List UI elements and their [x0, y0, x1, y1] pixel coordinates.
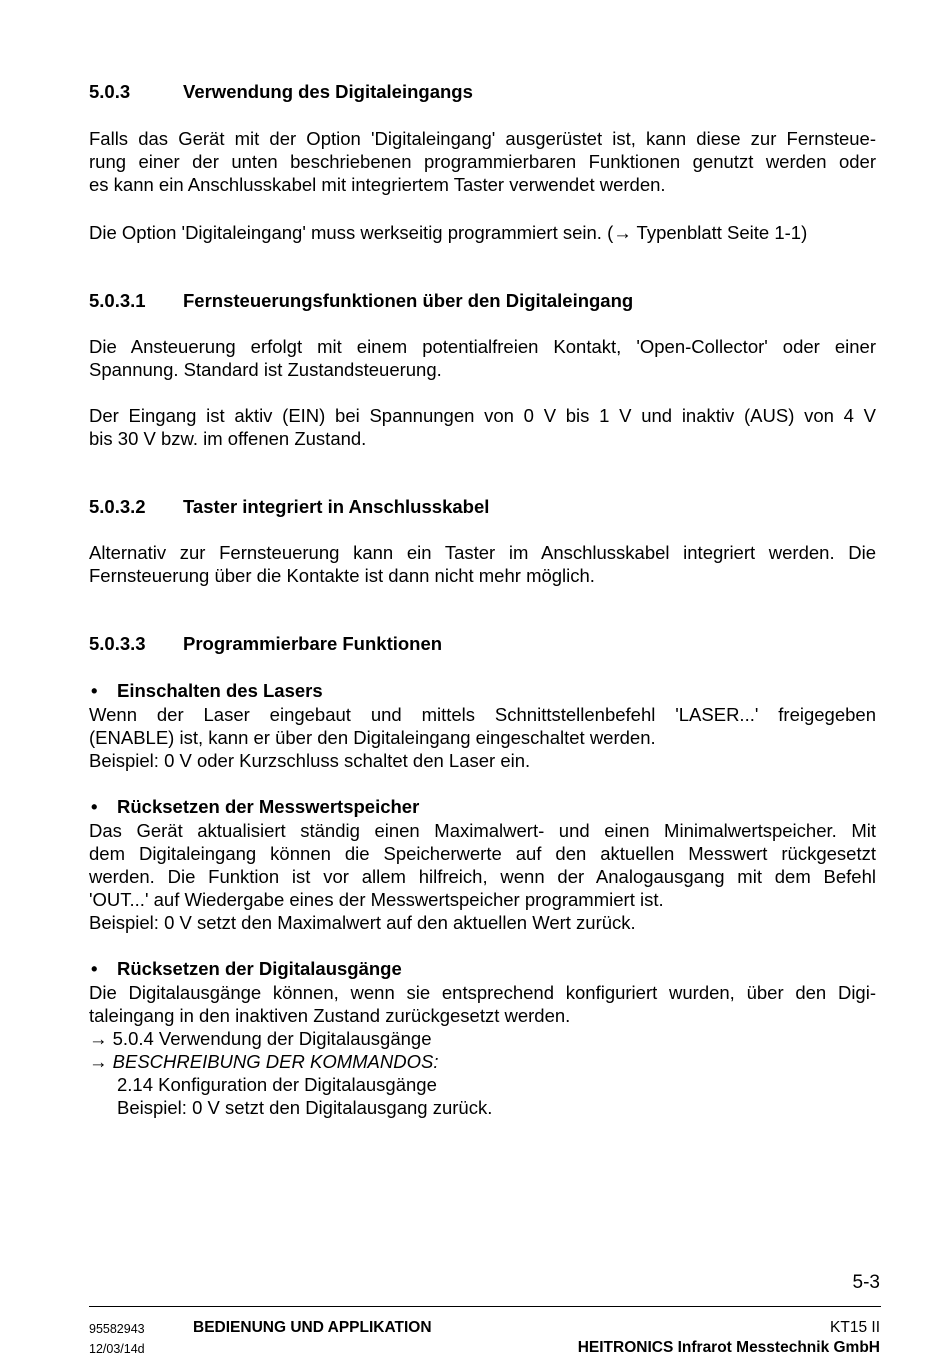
section-number: 5.0.3.3	[89, 633, 146, 654]
reference-subtext: 2.14 Konfiguration der Digitalausgänge	[117, 1074, 437, 1095]
footer-model: KT15 II	[830, 1319, 880, 1336]
bullet-heading-digitalausgaenge	[89, 958, 402, 980]
paragraph	[89, 404, 876, 450]
text-line: Wenn der Laser eingebaut und mittels Schnittstellenbefehl 'LASER...' freigegeben	[89, 704, 876, 725]
section-number: 5.0.3	[89, 81, 131, 102]
footer-divider	[89, 1306, 881, 1307]
footer-date: 12/03/14d	[89, 1342, 145, 1356]
text-line: es kann ein Anschlusskabel mit integriertem Taster verwendet werden.	[89, 174, 666, 195]
section-number: 5.0.3.1	[89, 290, 146, 311]
section-title: Taster integriert in Anschlusskabel	[183, 496, 490, 517]
text-line: Alternativ zur Fernsteuerung kann ein Taster im Anschlusskabel integriert werden. Die	[89, 542, 876, 563]
paragraph	[89, 335, 876, 381]
section-title: Programmierbare Funktionen	[183, 633, 443, 654]
bullet-title: Rücksetzen der Messwertspeicher	[117, 796, 420, 817]
section-heading-5-0-3-3	[89, 633, 442, 655]
section-title: Fernsteuerungsfunktionen über den Digitaleingang	[183, 290, 634, 311]
reference-line	[89, 1050, 876, 1073]
section-title: Verwendung des Digitaleingangs	[183, 81, 473, 102]
bullet-title: Rücksetzen der Digitalausgänge	[117, 958, 402, 979]
arrow-right-icon: →	[89, 1051, 108, 1072]
bullet-body	[89, 819, 876, 934]
text-line: rung einer der unten beschriebenen programmierbaren Funktionen genutzt werden oder	[89, 151, 876, 172]
page-number: 5-3	[852, 1272, 880, 1293]
text-line: Falls das Gerät mit der Option 'Digitaleingang' ausgerüstet ist, kann diese zur Fernsteue-	[89, 128, 876, 149]
bullet-icon: •	[91, 796, 98, 817]
footer-title: BEDIENUNG UND APPLIKATION	[193, 1319, 432, 1336]
reference-text: BESCHREIBUNG DER KOMMANDOS:	[112, 1051, 439, 1072]
text-line: Das Gerät aktualisiert ständig einen Maximalwert- und einen Minimalwertspeicher. Mit	[89, 820, 876, 841]
text-line: Fernsteuerung über die Kontakte ist dann nicht mehr möglich.	[89, 565, 595, 586]
text-line: 'OUT...' auf Wiedergabe eines der Messwertspeicher programmiert ist.	[89, 889, 664, 910]
text-line: taleingang in den inaktiven Zustand zurückgesetzt werden.	[89, 1005, 571, 1026]
section-number: 5.0.3.2	[89, 496, 146, 517]
bullet-body	[89, 981, 876, 1119]
bullet-heading-messwertspeicher	[89, 796, 419, 818]
bullet-body	[89, 703, 876, 772]
text-line: Die Option 'Digitaleingang' muss werkseitig programmiert sein. (→ Typenblatt Seite 1-1)	[89, 222, 808, 243]
text-line: (ENABLE) ist, kann er über den Digitaleingang eingeschaltet werden.	[89, 727, 656, 748]
paragraph	[89, 541, 876, 587]
text-line: Spannung. Standard ist Zustandsteuerung.	[89, 359, 442, 380]
reference-line	[89, 1027, 876, 1050]
example-text: Beispiel: 0 V setzt den Digitalausgang zurück.	[117, 1097, 493, 1118]
bullet-icon: •	[91, 958, 98, 979]
text-line: Beispiel: 0 V oder Kurzschluss schaltet den Laser ein.	[89, 750, 531, 771]
section-heading-5-0-3	[89, 81, 473, 103]
paragraph	[89, 127, 876, 196]
section-heading-5-0-3-1	[89, 290, 633, 312]
text-line: bis 30 V bzw. im offenen Zustand.	[89, 428, 367, 449]
bullet-heading-laser	[89, 680, 323, 702]
reference-text: 5.0.4 Verwendung der Digitalausgänge	[112, 1028, 432, 1049]
text-line: dem Digitaleingang können die Speicherwerte auf den aktuellen Messwert rückgesetzt	[89, 843, 876, 864]
arrow-right-icon: →	[89, 1028, 108, 1049]
paragraph	[89, 221, 876, 244]
bullet-title: Einschalten des Lasers	[117, 680, 323, 701]
footer-company: HEITRONICS Infrarot Messtechnik GmbH	[577, 1339, 880, 1356]
text-line: Die Ansteuerung erfolgt mit einem potentialfreien Kontakt, 'Open-Collector' oder einer	[89, 336, 876, 357]
text-line: werden. Die Funktion ist vor allem hilfreich, wenn der Analogausgang mit dem Befehl	[89, 866, 876, 887]
text-line: Die Digitalausgänge können, wenn sie entsprechend konfiguriert wurden, über den Digi-	[89, 982, 876, 1003]
text-line: Beispiel: 0 V setzt den Maximalwert auf den aktuellen Wert zurück.	[89, 912, 636, 933]
footer-doc-number: 95582943	[89, 1322, 145, 1336]
bullet-icon: •	[91, 680, 98, 701]
text-line: Der Eingang ist aktiv (EIN) bei Spannungen von 0 V bis 1 V und inaktiv (AUS) von 4 V	[89, 405, 876, 426]
section-heading-5-0-3-2	[89, 496, 489, 518]
